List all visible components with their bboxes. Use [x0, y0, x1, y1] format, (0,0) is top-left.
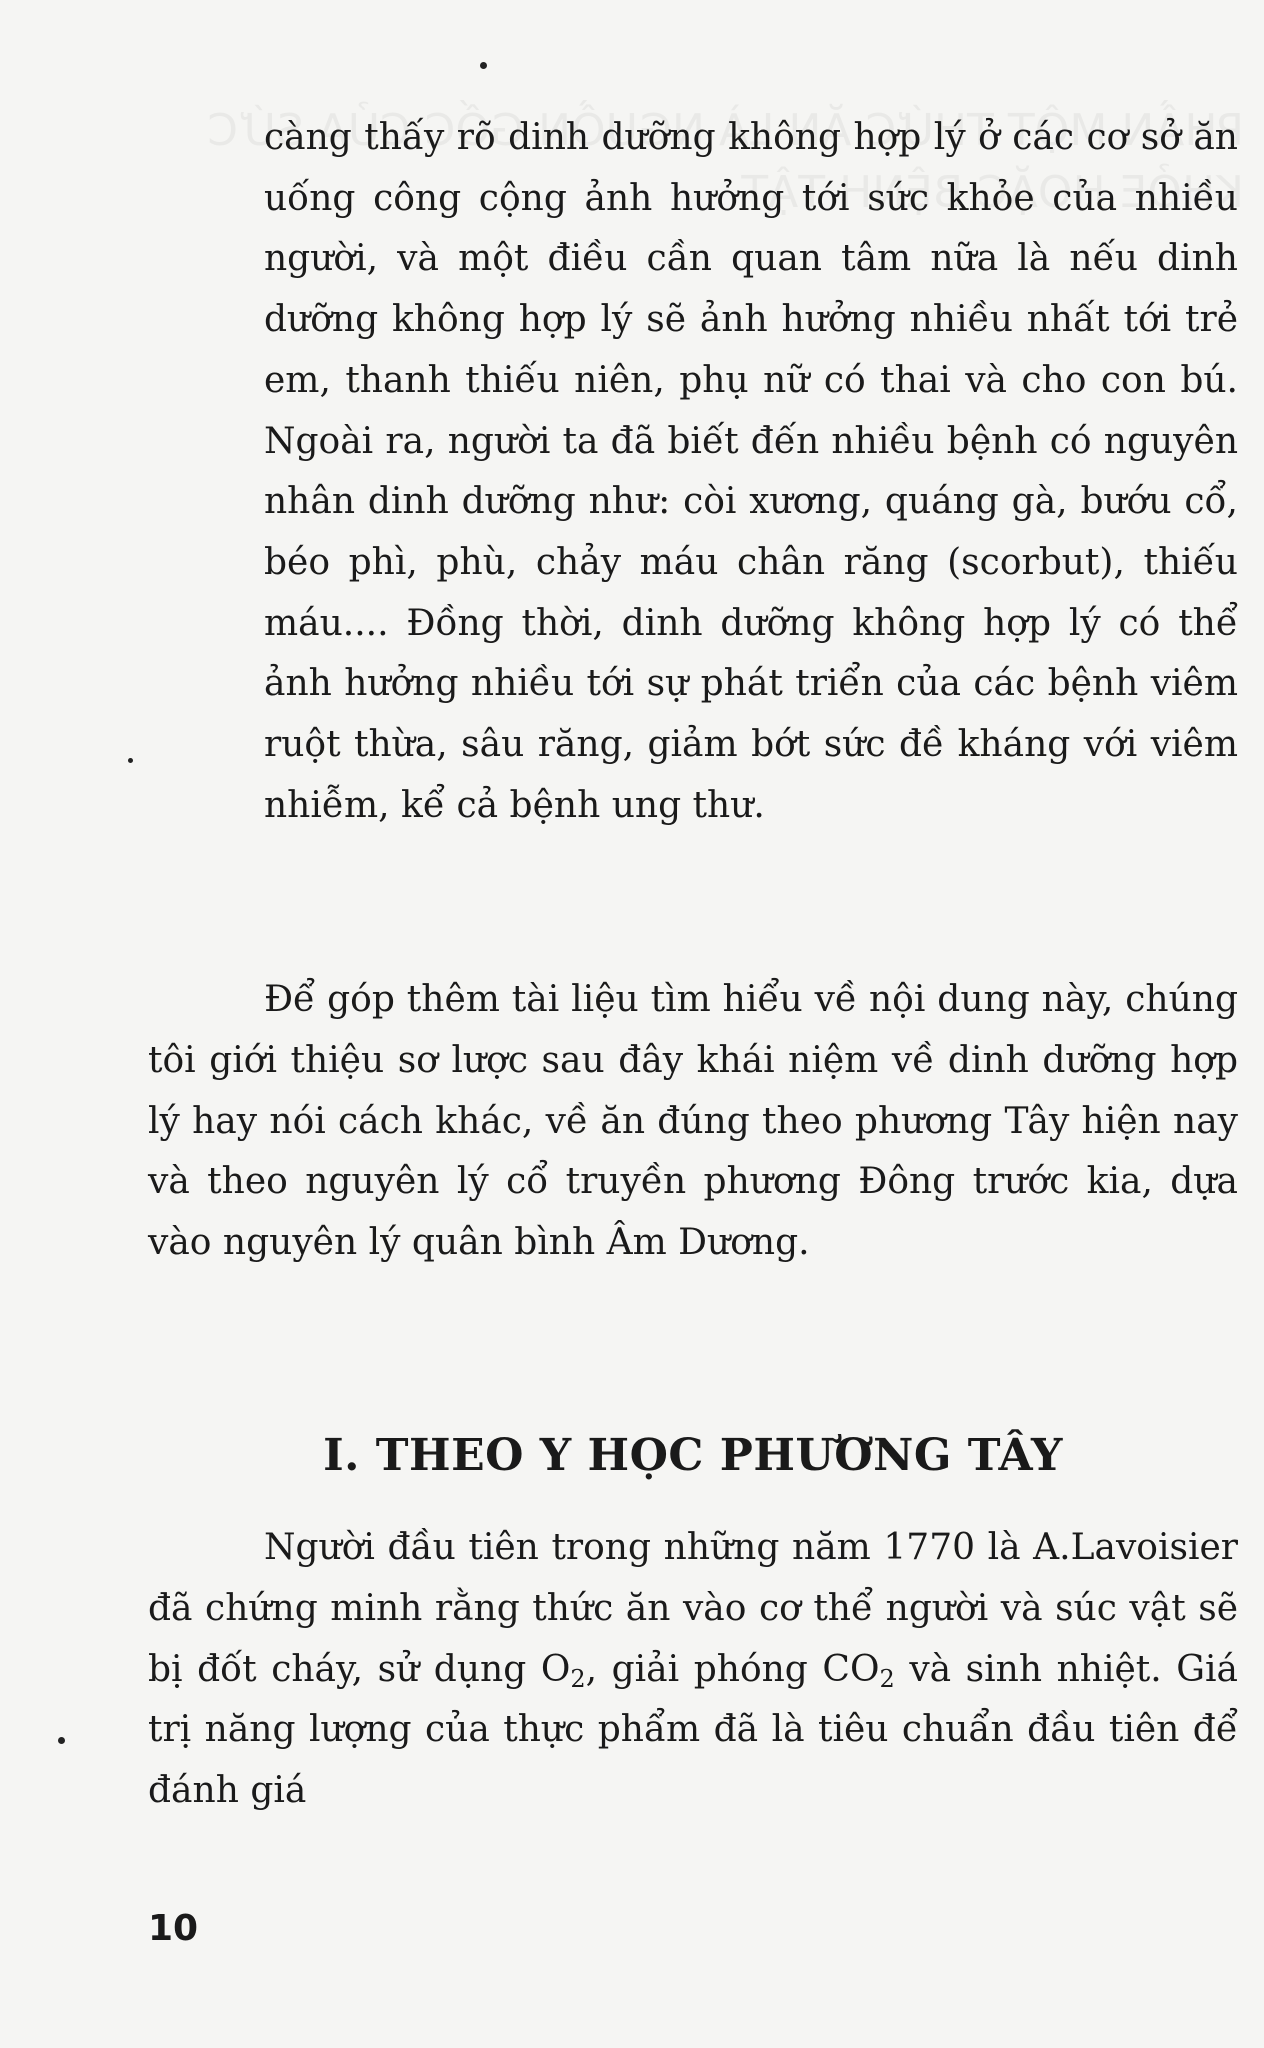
speck-mark [128, 758, 133, 763]
paragraph-3-part-2: , giải phóng CO [585, 1648, 880, 1690]
speck-mark [58, 1737, 65, 1744]
section-heading: I. THEO Y HỌC PHƯƠNG TÂY [323, 1430, 1063, 1481]
paragraph-1: càng thấy rõ dinh dưỡng không hợp lý ở các cơ sở ăn uống công cộng ảnh hưởng tới sức khỏe của nhiều người, và một điều cần quan tâm nữa là nếu dinh dưỡng không hợp lý sẽ ảnh hưởng nhiều nhất tới trẻ em, thanh thiếu niên, phụ nữ có thai và cho con bú. Ngoài ra, người ta đã biết đến nhiều bệnh có nguyên nhân dinh dưỡng như: còi xương, quáng gà, bướu cổ, béo phì, phù, chảy máu chân răng (scorbut), thiếu máu.... Đồng thời, dinh dưỡng không hợp lý có thể ảnh hưởng nhiều tới sự phát triển của các bệnh viêm ruột thừa, sâu răng, giảm bớt sức đề kháng với viêm nhiễm, kể cả bệnh ung thư. [264, 117, 1238, 826]
subscript: 2 [879, 1664, 895, 1693]
page-number: 10 [148, 1908, 199, 1949]
paragraph-3-part-1: Người đầu tiên trong những năm 1770 là A.Lavoisier đã chứng minh rằng thức ăn vào cơ thể người và súc vật sẽ bị đốt cháy, sử dụng O [148, 1527, 1238, 1690]
paragraph-2: Để góp thêm tài liệu tìm hiểu về nội dung này, chúng tôi giới thiệu sơ lược sau đây khái niệm về dinh dưỡng hợp lý hay nói cách khác, về ăn đúng theo phương Tây hiện nay và theo nguyên lý cổ truyền phương Đông trước kia, dựa vào nguyên lý quân bình Âm Dương. [148, 979, 1238, 1264]
subscript: 2 [570, 1664, 586, 1693]
paragraph-3 [148, 1518, 1238, 1822]
paragraph-3-part-3: và sinh nhiệt. Giá trị năng lượng của thực phẩm đã là tiêu chuẩn đầu tiên để đánh giá [148, 1648, 1238, 1812]
speck-mark [480, 62, 487, 69]
